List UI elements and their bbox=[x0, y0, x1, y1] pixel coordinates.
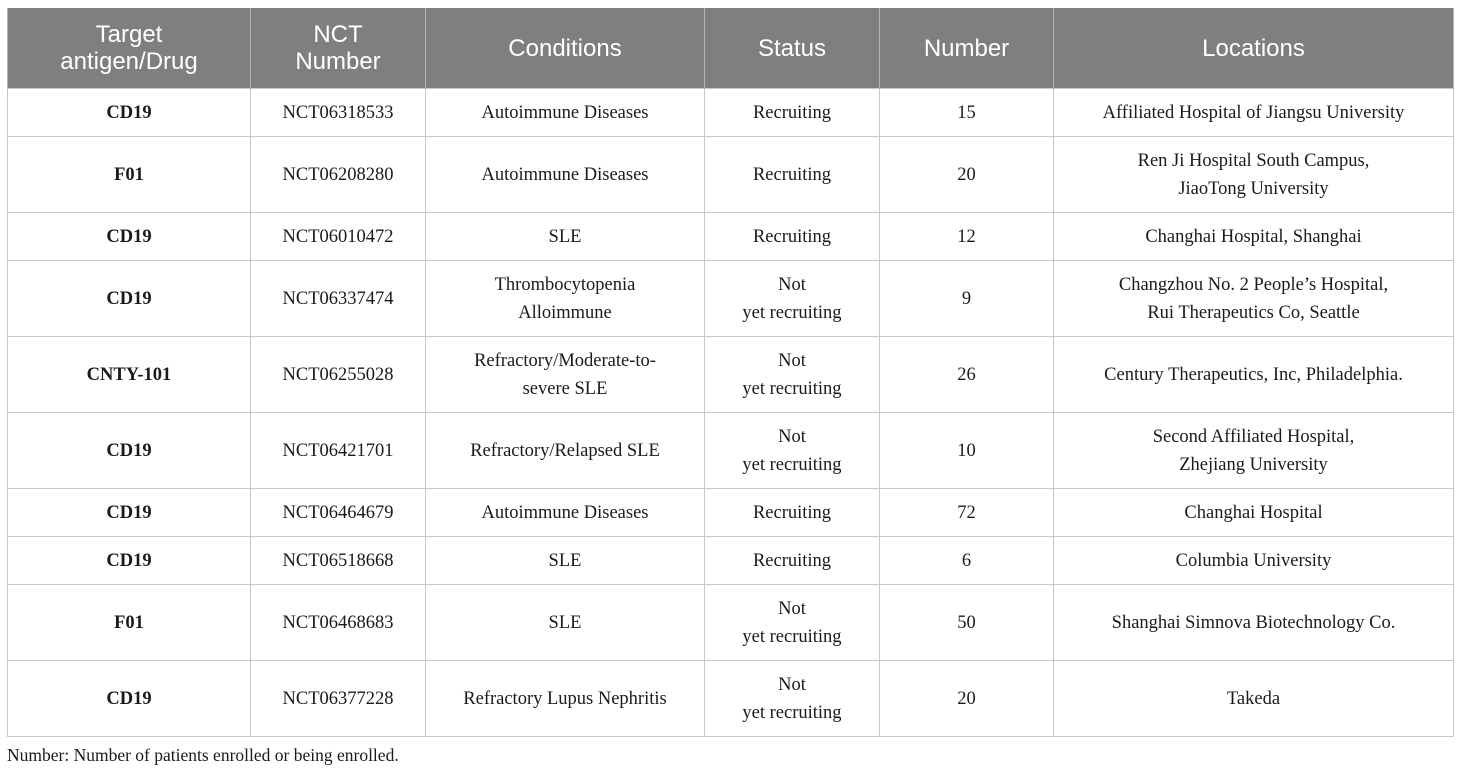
cell-status bbox=[705, 337, 880, 413]
cell-number: 12 bbox=[880, 213, 1054, 261]
cell-locations-line: Zhejiang University bbox=[1179, 454, 1328, 475]
clinical-trials-table-container bbox=[7, 8, 1453, 737]
cell-status bbox=[705, 489, 880, 537]
cell-locations-line: Changzhou No. 2 People’s Hospital, bbox=[1118, 274, 1389, 295]
cell-target-antigen-drug: F01 bbox=[8, 585, 251, 661]
cell-conditions bbox=[426, 213, 705, 261]
cell-locations-line: Columbia University bbox=[1175, 550, 1332, 571]
cell-conditions-line: Alloimmune bbox=[518, 302, 612, 323]
cell-status-line: yet recruiting bbox=[742, 454, 842, 475]
cell-locations-line: Second Affiliated Hospital, bbox=[1152, 426, 1355, 447]
cell-locations bbox=[1054, 537, 1454, 585]
cell-status bbox=[705, 661, 880, 737]
cell-locations bbox=[1054, 661, 1454, 737]
cell-nct-number: NCT06255028 bbox=[251, 337, 426, 413]
header-line: Number bbox=[295, 48, 381, 75]
cell-conditions-line: Autoimmune Diseases bbox=[481, 102, 649, 123]
header-target-antigen-drug bbox=[8, 8, 251, 89]
table-row bbox=[8, 537, 1454, 585]
header-line: Number bbox=[923, 34, 1010, 62]
cell-target-antigen-drug: CD19 bbox=[8, 89, 251, 137]
cell-number: 6 bbox=[880, 537, 1054, 585]
cell-number: 20 bbox=[880, 661, 1054, 737]
cell-conditions-line: Autoimmune Diseases bbox=[481, 502, 649, 523]
cell-target-antigen-drug: CD19 bbox=[8, 261, 251, 337]
cell-nct-number: NCT06337474 bbox=[251, 261, 426, 337]
table-row bbox=[8, 413, 1454, 489]
cell-number: 72 bbox=[880, 489, 1054, 537]
cell-locations bbox=[1054, 585, 1454, 661]
cell-number: 15 bbox=[880, 89, 1054, 137]
cell-conditions bbox=[426, 261, 705, 337]
cell-status-line: Not bbox=[778, 674, 806, 695]
cell-locations-line: Shanghai Simnova Biotechnology Co. bbox=[1111, 612, 1396, 633]
cell-locations bbox=[1054, 337, 1454, 413]
cell-number: 26 bbox=[880, 337, 1054, 413]
cell-conditions-line: Refractory Lupus Nephritis bbox=[463, 688, 667, 709]
cell-locations-line: Takeda bbox=[1226, 688, 1281, 709]
cell-target-antigen-drug: F01 bbox=[8, 137, 251, 213]
cell-locations-line: Ren Ji Hospital South Campus, bbox=[1137, 150, 1370, 171]
cell-status bbox=[705, 213, 880, 261]
table-row bbox=[8, 661, 1454, 737]
cell-number: 50 bbox=[880, 585, 1054, 661]
cell-number: 20 bbox=[880, 137, 1054, 213]
cell-conditions bbox=[426, 337, 705, 413]
cell-status-line: Recruiting bbox=[752, 502, 832, 523]
cell-conditions bbox=[426, 661, 705, 737]
cell-target-antigen-drug: CD19 bbox=[8, 489, 251, 537]
header-line: antigen/Drug bbox=[60, 48, 198, 75]
cell-nct-number: NCT06010472 bbox=[251, 213, 426, 261]
table-row bbox=[8, 337, 1454, 413]
cell-number: 10 bbox=[880, 413, 1054, 489]
header-line: Locations bbox=[1202, 34, 1305, 62]
cell-status-line: Not bbox=[778, 274, 806, 295]
header-row bbox=[8, 8, 1454, 89]
cell-conditions bbox=[426, 585, 705, 661]
header-number bbox=[880, 8, 1054, 89]
cell-locations-line: Century Therapeutics, Inc, Philadelphia. bbox=[1104, 364, 1403, 385]
cell-status-line: yet recruiting bbox=[742, 626, 842, 647]
cell-locations bbox=[1054, 89, 1454, 137]
table-body bbox=[8, 89, 1454, 737]
cell-number: 9 bbox=[880, 261, 1054, 337]
cell-conditions-line: severe SLE bbox=[522, 378, 608, 399]
cell-locations bbox=[1054, 213, 1454, 261]
cell-conditions bbox=[426, 489, 705, 537]
cell-nct-number: NCT06468683 bbox=[251, 585, 426, 661]
cell-nct-number: NCT06208280 bbox=[251, 137, 426, 213]
cell-status bbox=[705, 413, 880, 489]
cell-nct-number: NCT06421701 bbox=[251, 413, 426, 489]
header-nct-number bbox=[251, 8, 426, 89]
cell-locations bbox=[1054, 413, 1454, 489]
cell-conditions bbox=[426, 413, 705, 489]
header-line: Status bbox=[757, 34, 827, 62]
table-row bbox=[8, 89, 1454, 137]
cell-status-line: Not bbox=[778, 426, 806, 447]
header-line: Target bbox=[95, 21, 163, 48]
cell-target-antigen-drug: CNTY-101 bbox=[8, 337, 251, 413]
cell-conditions-line: SLE bbox=[548, 550, 582, 571]
table-footnote: Number: Number of patients enrolled or being enrolled. bbox=[7, 745, 399, 765]
cell-nct-number: NCT06318533 bbox=[251, 89, 426, 137]
table-row bbox=[8, 261, 1454, 337]
cell-nct-number: NCT06518668 bbox=[251, 537, 426, 585]
cell-conditions-line: SLE bbox=[548, 612, 582, 633]
header-line: Conditions bbox=[508, 34, 622, 62]
cell-locations-line: Changhai Hospital bbox=[1184, 502, 1323, 523]
cell-locations bbox=[1054, 489, 1454, 537]
cell-target-antigen-drug: CD19 bbox=[8, 213, 251, 261]
cell-status-line: Recruiting bbox=[752, 550, 832, 571]
cell-target-antigen-drug: CD19 bbox=[8, 537, 251, 585]
cell-status bbox=[705, 137, 880, 213]
cell-locations-line: JiaoTong University bbox=[1178, 178, 1329, 199]
cell-status bbox=[705, 537, 880, 585]
table-row bbox=[8, 137, 1454, 213]
clinical-trials-table bbox=[7, 8, 1454, 737]
header-locations bbox=[1054, 8, 1454, 89]
header-status bbox=[705, 8, 880, 89]
cell-status-line: Not bbox=[778, 598, 806, 619]
cell-status bbox=[705, 585, 880, 661]
cell-conditions-line: Refractory/Relapsed SLE bbox=[470, 440, 660, 461]
cell-nct-number: NCT06377228 bbox=[251, 661, 426, 737]
cell-conditions bbox=[426, 537, 705, 585]
cell-status-line: yet recruiting bbox=[742, 302, 842, 323]
table-row bbox=[8, 213, 1454, 261]
cell-conditions-line: Thrombocytopenia bbox=[494, 274, 636, 295]
cell-locations-line: Affiliated Hospital of Jiangsu University bbox=[1102, 102, 1405, 123]
cell-conditions-line: SLE bbox=[548, 226, 582, 247]
cell-status bbox=[705, 261, 880, 337]
cell-status-line: yet recruiting bbox=[742, 378, 842, 399]
cell-locations-line: Rui Therapeutics Co, Seattle bbox=[1147, 302, 1360, 323]
cell-status bbox=[705, 89, 880, 137]
cell-nct-number: NCT06464679 bbox=[251, 489, 426, 537]
cell-locations bbox=[1054, 261, 1454, 337]
cell-status-line: Recruiting bbox=[752, 226, 832, 247]
cell-conditions-line: Refractory/Moderate-to- bbox=[474, 350, 656, 371]
header-conditions bbox=[426, 8, 705, 89]
cell-status-line: Recruiting bbox=[752, 164, 832, 185]
cell-target-antigen-drug: CD19 bbox=[8, 661, 251, 737]
cell-conditions-line: Autoimmune Diseases bbox=[481, 164, 649, 185]
cell-locations-line: Changhai Hospital, Shanghai bbox=[1145, 226, 1362, 247]
cell-locations bbox=[1054, 137, 1454, 213]
cell-target-antigen-drug: CD19 bbox=[8, 413, 251, 489]
cell-status-line: Not bbox=[778, 350, 806, 371]
cell-conditions bbox=[426, 137, 705, 213]
table-row bbox=[8, 489, 1454, 537]
cell-status-line: Recruiting bbox=[752, 102, 832, 123]
cell-status-line: yet recruiting bbox=[742, 702, 842, 723]
table-row bbox=[8, 585, 1454, 661]
header-line: NCT bbox=[313, 21, 363, 48]
cell-conditions bbox=[426, 89, 705, 137]
